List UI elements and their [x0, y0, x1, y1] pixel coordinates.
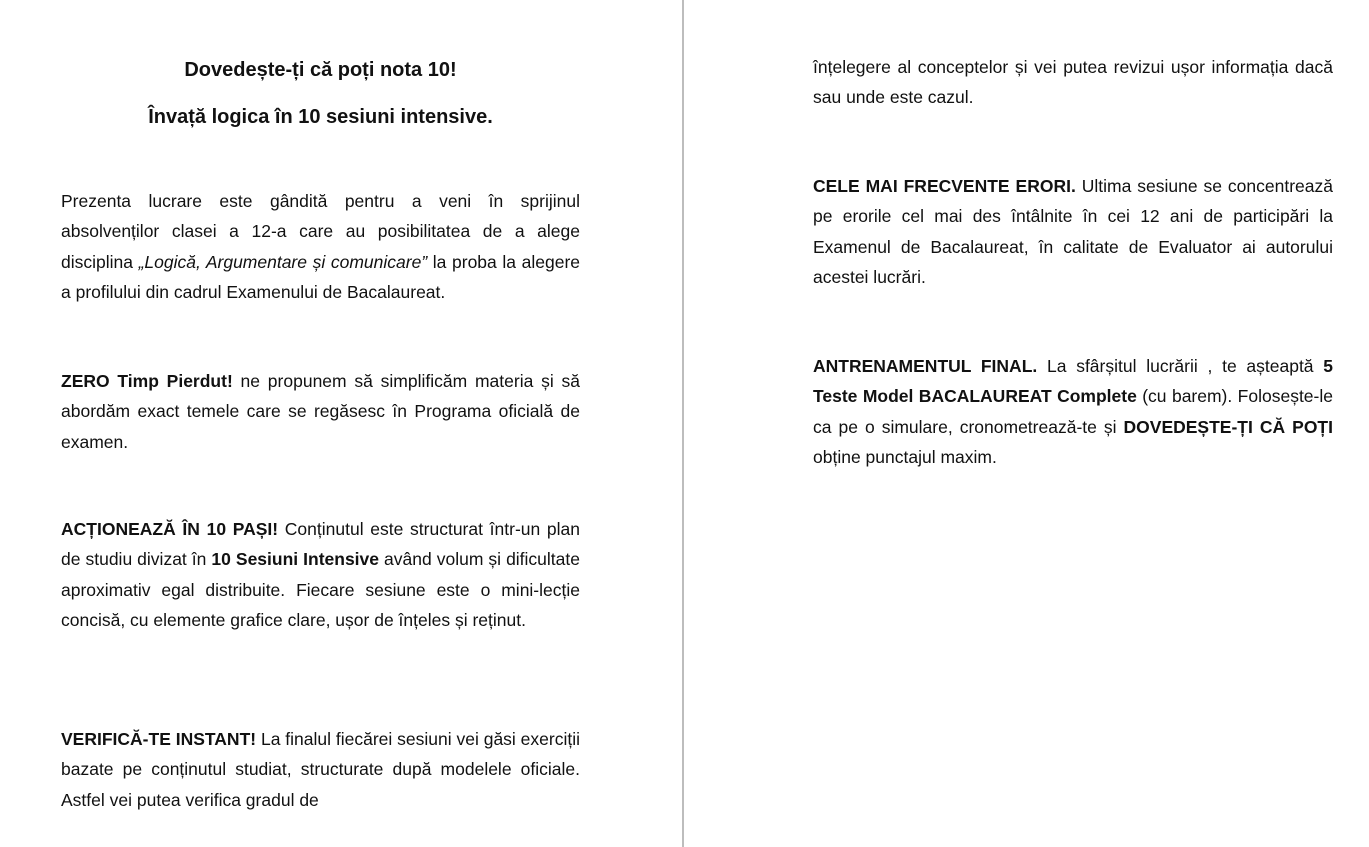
final-text-3: obține punctajul maxim. — [813, 446, 997, 467]
zero-heading: ZERO Timp Pierdut! — [61, 371, 233, 391]
title-line-2: Învață logica în 10 sesiuni intensive. — [148, 106, 493, 128]
final-emphasis-dovedeste: DOVEDEȘTE-ȚI CĂ POȚI — [1123, 416, 1333, 437]
verifica-paragraph — [61, 724, 580, 815]
zero-paragraph — [61, 366, 580, 457]
intro-text-before: Prezenta lucrare este gândită pentru a veni în sprijinul absolvenților clasei a 12-a care au posibilitatea de a alege disciplina — [61, 191, 580, 272]
erori-paragraph — [813, 171, 1333, 292]
final-emphasis-tests: 5 Teste Model BACALAUREAT Complete — [813, 356, 1334, 407]
verifica-text: La finalul fiecărei sesiuni vei găsi exerciții bazate pe conținutul studiat, structurate după modelele oficiale. Astfel vei putea verifica gradul de — [61, 729, 580, 810]
verifica-heading: VERIFICĂ-TE INSTANT! — [61, 729, 257, 749]
zero-text: ne propunem să simplificăm materia și să abordăm exact temele care se regăsesc în Programa oficială de examen. — [61, 371, 581, 452]
final-text-2: (cu barem). Folosește-le ca pe o simulare, cronometrează-te și — [813, 386, 1333, 437]
left-page — [0, 0, 682, 847]
right-page — [684, 0, 1369, 847]
continuation-paragraph: înțelegere al conceptelor și vei putea revizui ușor informația dacă sau unde este cazul. — [813, 57, 1333, 108]
actioneaza-heading: ACȚIONEAZĂ ÎN 10 PAȘI! — [61, 519, 279, 539]
final-text-1: La sfârșitul lucrării , te așteaptă — [1037, 356, 1324, 376]
final-heading: ANTRENAMENTUL FINAL. — [813, 356, 1038, 376]
intro-paragraph — [61, 186, 580, 307]
intro-discipline-name: „Logică, Argumentare și comunicare” — [138, 251, 428, 272]
intro-text-after: la proba la alegere a profilului din cadrul Examenului de Bacalaureat. — [61, 251, 580, 302]
final-paragraph — [813, 351, 1333, 472]
actioneaza-text-1: Conținutul este structurat într-un plan de studiu divizat în — [61, 519, 581, 570]
actioneaza-emphasis: 10 Sesiuni Intensive — [211, 549, 380, 570]
title-line-1: Dovedește-ți că poți nota 10! — [184, 59, 457, 81]
actioneaza-paragraph — [61, 514, 580, 635]
erori-heading: CELE MAI FRECVENTE ERORI. — [813, 176, 1076, 196]
erori-text: Ultima sesiune se concentrează pe erorile cel mai des întâlnite în cei 12 ani de participări la Examenul de Bacalaureat, în calitate de Evaluator ai autorului acestei lucrări. — [813, 176, 1333, 287]
actioneaza-text-2: având volum și dificultate aproximativ egal distribuite. Fiecare sesiune este o mini-lecție concisă, cu elemente grafice clare, ușor de înțeles și reținut. — [61, 549, 580, 630]
